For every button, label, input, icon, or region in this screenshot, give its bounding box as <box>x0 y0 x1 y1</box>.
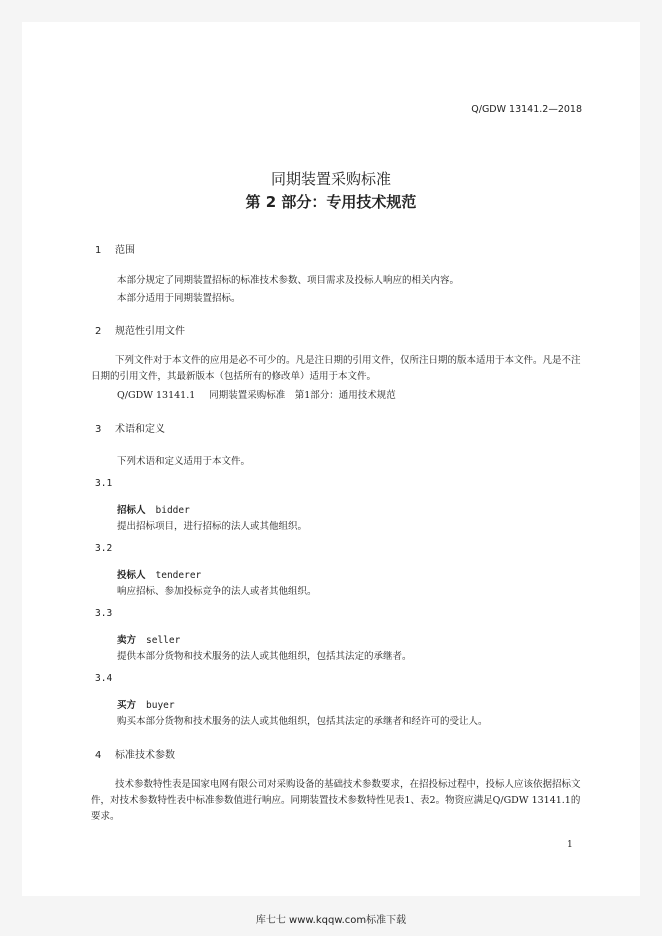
section-2-heading <box>95 322 185 337</box>
page-number: 1 <box>567 840 573 850</box>
section-title: 范围 <box>115 245 135 256</box>
document-subtitle: 第 2 部分：专用技术规范 <box>245 193 417 211</box>
term-english: buyer <box>146 700 175 711</box>
term-chinese: 招标人 <box>117 505 146 516</box>
section-2-paragraph: 下列文件对于本文件的应用是必不可少的。凡是注日期的引用文件，仅所注日期的版本适用于本文件。凡是不注日期的引用文件，其最新版本（包括所有的修改单）适用于本文件。 <box>91 355 581 382</box>
term-heading <box>117 502 190 516</box>
section-title: 规范性引用文件 <box>115 326 185 337</box>
term-number: 3.3 <box>95 608 113 619</box>
term-heading <box>117 697 175 711</box>
term-chinese: 卖方 <box>117 635 137 646</box>
section-4-heading <box>95 746 175 761</box>
section-3-intro: 下列术语和定义适用于本文件。 <box>117 456 251 467</box>
term-english: tenderer <box>155 570 202 581</box>
section-1-heading <box>95 241 135 256</box>
section-4-paragraph: 技术参数特性表是国家电网有限公司对采购设备的基础技术参数要求，在招投标过程中，投标人应该依据招标文件，对技术参数特性表中标准参数值进行响应。同期装置技术参数特性见表1、表2。物资应满足Q/GDW 13141.1的要求。 <box>91 779 581 822</box>
section-number: 4 <box>95 750 102 761</box>
term-definition: 购买本部分货物和技术服务的法人或其他组织，包括其法定的承继者和经许可的受让人。 <box>117 716 488 727</box>
document-title: 同期装置采购标准 <box>270 170 391 188</box>
reference-code: Q/GDW 13141.1 <box>117 390 196 401</box>
term-definition: 提出招标项目，进行招标的法人或其他组织。 <box>117 521 308 532</box>
section-number: 3 <box>95 424 102 435</box>
reference-title: 同期装置采购标准 第1部分：通用技术规范 <box>209 390 396 401</box>
term-english: seller <box>146 635 181 646</box>
section-title: 标准技术参数 <box>115 750 175 761</box>
normative-reference <box>117 387 396 401</box>
term-chinese: 投标人 <box>117 570 146 581</box>
term-chinese: 买方 <box>117 700 137 711</box>
term-definition: 响应招标、参加投标竞争的法人或者其他组织。 <box>117 586 317 597</box>
footer-watermark: 库七七 www.kqqw.com标准下载 <box>255 915 407 926</box>
term-heading <box>117 632 180 646</box>
document-page <box>22 22 640 896</box>
section-number: 2 <box>95 326 102 337</box>
section-title: 术语和定义 <box>115 424 165 435</box>
section-number: 1 <box>95 245 102 256</box>
term-heading <box>117 567 201 581</box>
term-number: 3.4 <box>95 673 113 684</box>
term-number: 3.2 <box>95 543 113 554</box>
section-3-heading <box>95 420 165 435</box>
section-1-line-1: 本部分规定了同期装置招标的标准技术参数、项目需求及投标人响应的相关内容。 <box>117 275 460 286</box>
term-english: bidder <box>155 505 190 516</box>
standard-code: Q/GDW 13141.2—2018 <box>471 104 582 115</box>
term-number: 3.1 <box>95 478 113 489</box>
term-definition: 提供本部分货物和技术服务的法人或其他组织，包括其法定的承继者。 <box>117 651 412 662</box>
section-1-line-2: 本部分适用于同期装置招标。 <box>117 293 241 304</box>
